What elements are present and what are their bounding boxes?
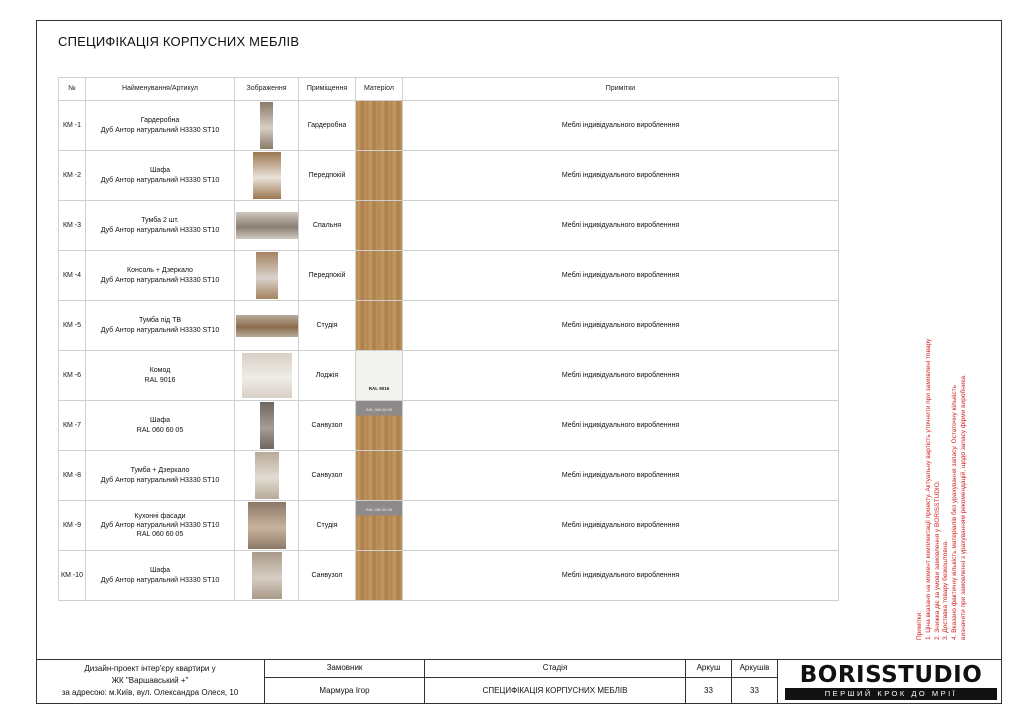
logo-text: BORISSTUDIO [799,662,983,688]
cell-name [86,201,235,251]
room-name: Передпокій [308,171,346,179]
cell-material [356,301,403,351]
project-line: Дизайн-проект інтер'єру квартири у [84,664,216,673]
material-label: RAL 9016 [368,386,390,392]
item-article: Дуб Антор натуральний H3330 ST10 [100,276,220,284]
cell-image [235,351,299,401]
table-header [59,78,839,101]
material-swatch-gray-wood [356,501,402,550]
cell-image [235,551,299,601]
header-material: Матеріол [356,78,403,101]
cell-room [299,251,356,301]
table-row [59,401,839,451]
cell-number [59,251,86,301]
cell-image [235,451,299,501]
cell-image [235,401,299,451]
cell-name [86,551,235,601]
wardrobe-icon [260,102,273,149]
bedroom-icon [236,212,298,239]
cell-material [356,101,403,151]
bathroom-wardrobe-icon [252,552,282,599]
page-title: СПЕЦИФІКАЦІЯ КОРПУСНИХ МЕБЛІВ [58,34,300,49]
cell-material [356,401,403,451]
sheets-value: 33 [750,686,759,695]
cell-notes [403,451,839,501]
room-name: Санвузол [311,471,343,479]
room-name: Санвузол [311,571,343,579]
title-block-divider [265,677,778,678]
item-name: Шафа [150,417,170,425]
notes-line: 2. Знижка діє за умови замовлення у BORISSTUDIO. [933,480,941,640]
table-row [59,151,839,201]
cell-material [356,251,403,301]
cell-image [235,151,299,201]
item-name: Шафа [150,567,170,575]
title-block [36,659,1002,704]
row-number: КМ -10 [61,571,83,579]
item-name: Тумба + Дзеркало [130,467,190,475]
notes-block [916,310,969,640]
notes-heading: Примітки: [916,610,923,640]
item-name: Шафа [150,167,170,175]
table-row [59,501,839,551]
cell-notes [403,201,839,251]
cell-name [86,401,235,451]
bathroom-cabinet-icon [260,402,274,449]
cell-name [86,301,235,351]
sheet-value: 33 [704,686,713,695]
cell-room [299,151,356,201]
item-article-extra: RAL 060 60 05 [136,531,184,539]
room-name: Передпокій [308,271,346,279]
spec-table [58,77,839,601]
stage-value: СПЕЦИФІКАЦІЯ КОРПУСНИХ МЕБЛІВ [482,686,628,695]
client-label: Замовник [326,663,363,672]
cell-number [59,201,86,251]
client-cell [265,660,425,704]
row-number: КМ -7 [62,421,82,429]
cell-room [299,551,356,601]
cell-room [299,351,356,401]
row-number: КМ -8 [62,471,82,479]
material-label: RAL 060 60 05 [365,407,393,412]
sheets-cell [732,660,778,704]
chest-icon [242,353,292,398]
item-article: Дуб Антор натуральний H3330 ST10 [100,576,220,584]
client-value: Мармура Ігор [319,686,370,695]
material-swatch-wood [356,201,402,250]
cell-room [299,401,356,451]
cell-name [86,351,235,401]
cell-notes [403,101,839,151]
cell-material [356,151,403,201]
cell-material [356,551,403,601]
cell-room [299,301,356,351]
cell-number [59,401,86,451]
cell-image [235,301,299,351]
logo-slogan: ПЕРШИЙ КРОК ДО МРІЇ [785,688,997,700]
table-row [59,301,839,351]
cell-name [86,501,235,551]
item-article: Дуб Антор натуральний H3330 ST10 [100,226,220,234]
cell-image [235,201,299,251]
studio-logo [781,662,1001,700]
tv-stand-icon [236,315,298,337]
room-name: Студія [316,521,338,529]
row-notes: Меблі індивідуального виробленння [561,221,680,229]
material-swatch-wood [356,101,402,150]
cell-number [59,151,86,201]
row-number: КМ -4 [62,271,82,279]
row-number: КМ -2 [62,171,82,179]
header-room: Приміщення [299,78,356,101]
table-row [59,351,839,401]
room-name: Лоджія [315,371,339,379]
row-number: КМ -6 [62,371,82,379]
row-notes: Меблі індивідуального виробленння [561,521,680,529]
cell-room [299,501,356,551]
header-number: № [59,78,86,101]
vanity-mirror-icon [255,452,279,499]
cell-room [299,201,356,251]
header-name: Найменування/Артикул [86,78,235,101]
cell-number [59,301,86,351]
notes-line: 4. Вказано фактичну кількість матеріалів без урахування запасу. Остаточну кількість [951,385,959,640]
table-row [59,251,839,301]
cabinet-icon [253,152,281,199]
row-notes: Меблі індивідуального виробленння [561,321,680,329]
item-name: Гардеробна [140,117,180,125]
cell-material [356,501,403,551]
row-number: КМ -1 [62,121,82,129]
material-swatch-wood [356,551,402,600]
header-notes: Примітки [403,78,839,101]
cell-image [235,101,299,151]
cell-notes [403,551,839,601]
material-swatch-gray-wood [356,401,402,450]
table-row [59,551,839,601]
table-row [59,201,839,251]
material-swatch-wood [356,251,402,300]
row-number: КМ -5 [62,321,82,329]
material-swatch-ral9016 [356,351,402,400]
cell-room [299,451,356,501]
project-line: ЖК "Варшавський +" [111,676,189,685]
row-notes: Меблі індивідуального виробленння [561,571,680,579]
cell-material [356,451,403,501]
project-info [36,660,265,704]
table-row [59,451,839,501]
cell-number [59,501,86,551]
material-swatch-wood [356,301,402,350]
cell-number [59,351,86,401]
cell-name [86,151,235,201]
item-article: Дуб Антор натуральний H3330 ST10 [100,521,220,529]
cell-material [356,201,403,251]
cell-notes [403,251,839,301]
cell-name [86,451,235,501]
room-name: Гардеробна [307,121,347,129]
kitchen-icon [248,502,286,549]
item-article: Дуб Антор натуральний H3330 ST10 [100,126,220,134]
row-notes: Меблі індивідуального виробленння [561,371,680,379]
item-article: RAL 9016 [144,376,176,384]
item-name: Тумба під ТВ [138,317,182,325]
sheet-cell [686,660,732,704]
row-number: КМ -9 [62,521,82,529]
row-notes: Меблі індивідуального виробленння [561,271,680,279]
item-name: Консоль + Дзеркало [127,267,193,275]
cell-number [59,101,86,151]
room-name: Спальня [312,221,342,229]
stage-label: Стадія [542,663,568,672]
item-article: RAL 060 60 05 [136,426,184,434]
cell-notes [403,301,839,351]
room-name: Санвузол [311,421,343,429]
item-name: Тумба 2 шт. [141,217,179,225]
material-swatch-wood [356,151,402,200]
cell-image [235,501,299,551]
mirror-console-icon [256,252,278,299]
cell-notes [403,351,839,401]
sheets-label: Аркушів [739,663,770,672]
item-article: Дуб Антор натуральний H3330 ST10 [100,326,220,334]
cell-number [59,551,86,601]
sheet-label: Аркуш [696,663,721,672]
notes-line: 3. Доставка товару безкоштовна. [942,540,950,640]
cell-notes [403,501,839,551]
cell-name [86,101,235,151]
row-notes: Меблі індивідуального виробленння [561,421,680,429]
table-row [59,101,839,151]
cell-image [235,251,299,301]
notes-line: визначити при замовленні з урахуванням рекомендацій, щодо запасу фірми виробника. [959,374,967,640]
row-number: КМ -3 [62,221,82,229]
item-article: Дуб Антор натуральний H3330 ST10 [100,176,220,184]
row-notes: Меблі індивідуального виробленння [561,121,680,129]
project-line: за адресою: м.Київ, вул. Олександра Олеся, 10 [61,688,239,697]
cell-name [86,251,235,301]
notes-line: 1. Ціна вказано на момент комплектації проекту. Актуальну вартість уточнити при замовлені товару [924,338,932,640]
stage-cell [425,660,686,704]
row-notes: Меблі індивідуального виробленння [561,171,680,179]
cell-notes [403,151,839,201]
cell-number [59,451,86,501]
cell-room [299,101,356,151]
item-name: Комод [149,367,171,375]
cell-notes [403,401,839,451]
item-name: Кухонні фасади [134,512,186,520]
material-swatch-wood [356,451,402,500]
item-article: Дуб Антор натуральний H3330 ST10 [100,476,220,484]
header-image: Зображення [235,78,299,101]
material-label: RAL 060 60 05 [365,507,393,512]
row-notes: Меблі індивідуального виробленння [561,471,680,479]
room-name: Студія [316,321,338,329]
cell-material [356,351,403,401]
